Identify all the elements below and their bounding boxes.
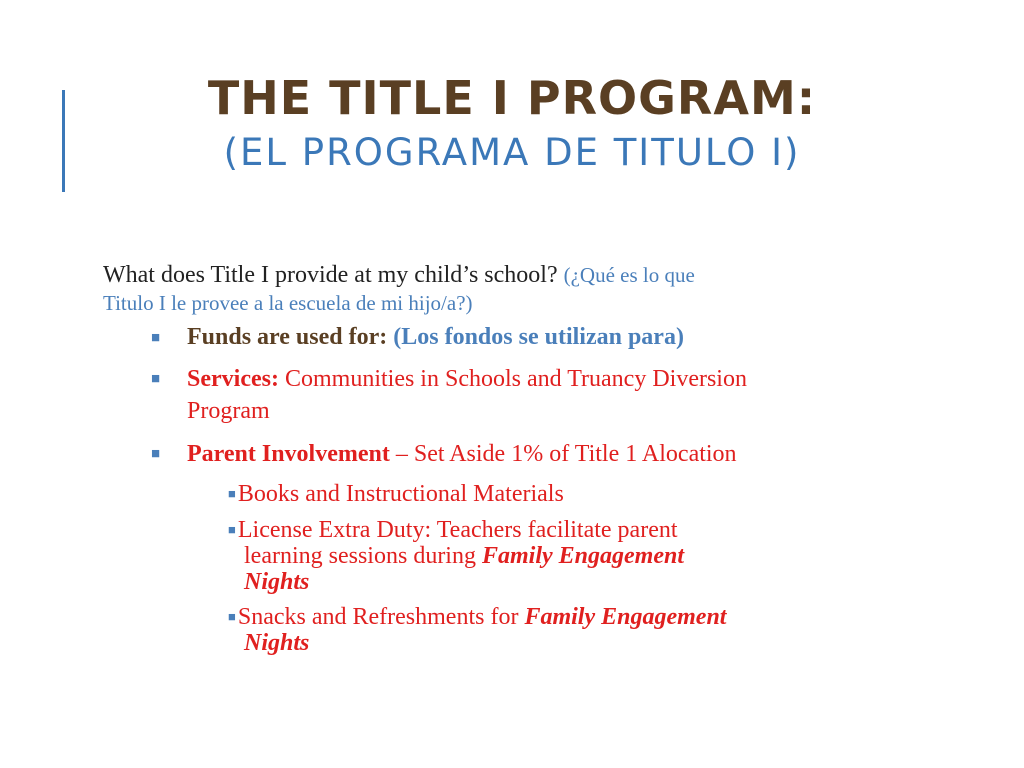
square-bullet-icon: ■ xyxy=(151,330,161,346)
question-spanish-part1: (¿Qué es lo que xyxy=(563,263,695,287)
bullet-parent-label: Parent Involvement xyxy=(187,441,390,467)
bullet-services-text-line2: Program xyxy=(187,398,270,424)
question-english: What does Title I provide at my child’s school? xyxy=(103,262,558,288)
sub-bullet-snacks-emph2: Nights xyxy=(244,630,310,656)
bullet-funds xyxy=(187,321,927,353)
sub-bullet-books xyxy=(228,481,848,507)
bullet-services-label: Services: xyxy=(187,366,279,392)
question-line-1 xyxy=(103,259,933,291)
square-bullet-icon: ■ xyxy=(151,371,161,387)
question-spanish-part2: Titulo I le provee a la escuela de mi hijo/a?) xyxy=(103,291,473,315)
sub-bullet-license-line2: learning sessions during xyxy=(244,543,476,569)
slide-subtitle: (EL PROGRAMA DE TITULO I) xyxy=(223,131,801,174)
square-bullet-icon: ■ xyxy=(151,446,161,462)
sub-bullet-license-emph2: Nights xyxy=(244,569,310,595)
bullet-funds-label: Funds are used for: xyxy=(187,324,388,350)
bullet-services-text-line1: Communities in Schools and Truancy Diversion xyxy=(284,366,747,392)
sub-bullet-books-text: Books and Instructional Materials xyxy=(237,481,564,507)
slide-title: THE TITLE I PROGRAM: xyxy=(207,71,817,125)
sub-bullet-license xyxy=(228,517,848,595)
bullet-parent-text: – Set Aside 1% of Title 1 Alocation xyxy=(395,441,737,467)
bullet-funds-text: (Los fondos se utilizan para) xyxy=(393,324,684,350)
sub-bullet-snacks-line1: Snacks and Refreshments for xyxy=(237,604,519,630)
sub-bullet-snacks xyxy=(228,604,848,656)
sub-bullet-license-emph1: Family Engagement xyxy=(481,543,684,569)
sub-bullet-license-line1: License Extra Duty: Teachers facilitate parent xyxy=(237,517,678,543)
bullet-parent-involvement xyxy=(187,438,927,470)
small-square-bullet-icon: ■ xyxy=(228,486,236,501)
sub-bullet-snacks-emph1: Family Engagement xyxy=(524,604,727,630)
bullet-services xyxy=(187,363,927,427)
small-square-bullet-icon: ■ xyxy=(228,522,236,537)
small-square-bullet-icon: ■ xyxy=(228,609,236,624)
